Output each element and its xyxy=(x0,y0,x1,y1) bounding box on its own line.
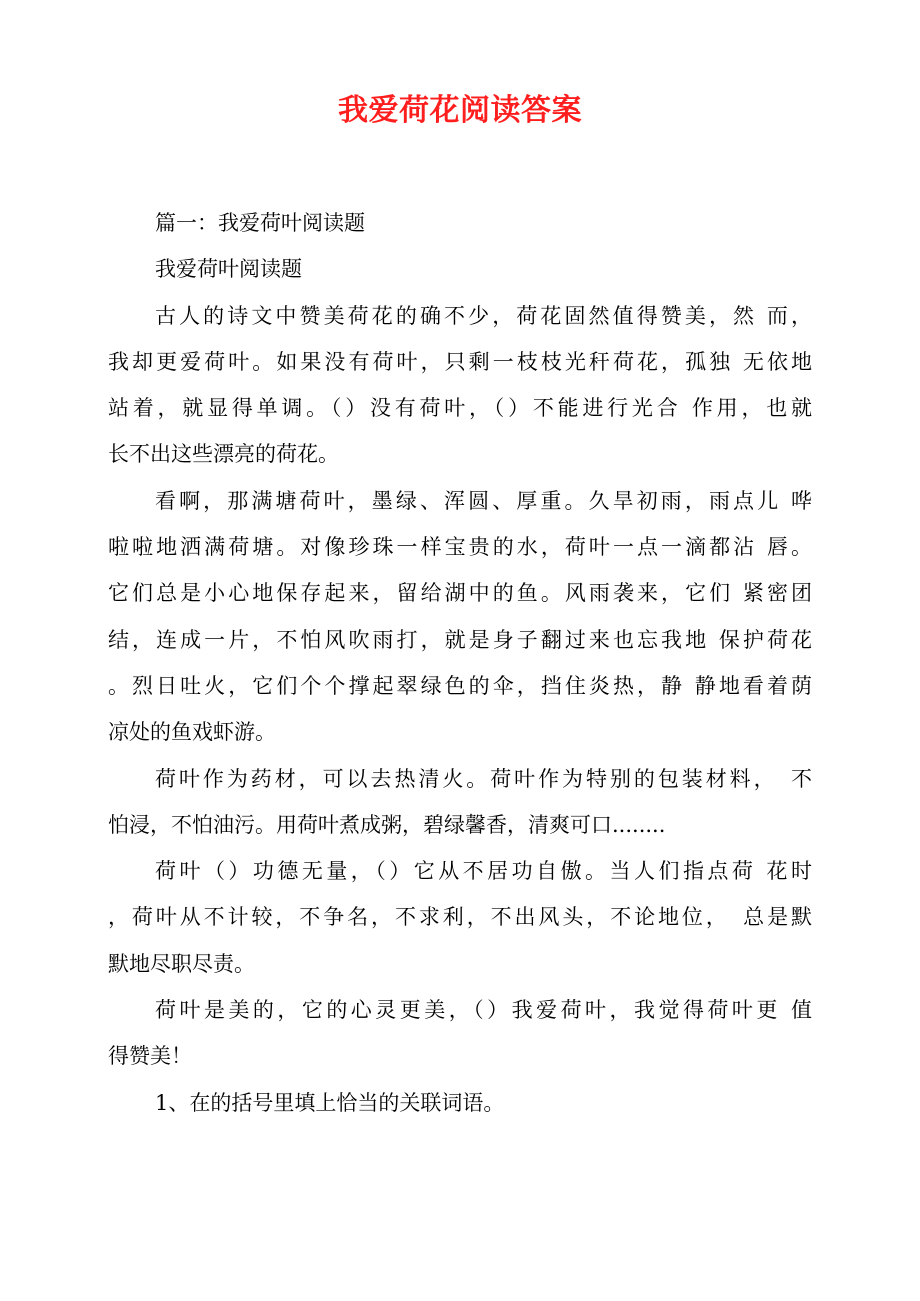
section-heading: 篇一：我爱荷叶阅读题 xyxy=(155,211,365,235)
question-1: 1、在的括号里填上恰当的关联词语。 xyxy=(155,1090,505,1115)
paragraph-2-line-4: 结，连成一片，不怕风吹雨打，就是身子翻过来也忘我地 保护荷花 xyxy=(108,627,812,652)
paragraph-2-line-5: 。烈日吐火，它们个个撑起翠绿色的伞，挡住炎热，静 静地看着荫 xyxy=(108,673,812,698)
article-title: 我爱荷叶阅读题 xyxy=(155,257,302,282)
paragraph-4-line-3: 默地尽职尽责。 xyxy=(108,951,255,976)
paragraph-5-line-2: 得赞美！ xyxy=(108,1044,192,1069)
paragraph-2-line-6: 凉处的鱼戏虾游。 xyxy=(108,720,276,745)
document-body xyxy=(108,200,812,1126)
paragraph-4-line-1: 荷叶（）功德无量，（）它从不居功自傲。当人们指点荷 花时 xyxy=(155,859,812,884)
paragraph-5-line-1: 荷叶是美的，它的心灵更美，（）我爱荷叶，我觉得荷叶更 值 xyxy=(155,998,812,1023)
paragraph-1-line-2: 我却更爱荷叶。如果没有荷叶，只剩一枝枝光秆荷花，孤独 无依地 xyxy=(108,349,812,374)
paragraph-4-line-2: ，荷叶从不计较，不争名，不求利，不出风头，不论地位， 总是默 xyxy=(108,905,812,930)
paragraph-1-line-4: 长不出这些漂亮的荷花。 xyxy=(108,442,339,467)
paragraph-2-line-1: 看啊，那满塘荷叶，墨绿、浑圆、厚重。久旱初雨，雨点儿 哗 xyxy=(155,488,812,513)
paragraph-2-line-2: 啦啦地洒满荷塘。对像珍珠一样宝贵的水，荷叶一点一滴都沾 唇。 xyxy=(108,535,812,560)
document-title: 我爱荷花阅读答案 xyxy=(338,93,582,128)
paragraph-2-line-3: 它们总是小心地保存起来，留给湖中的鱼。风雨袭来，它们 紧密团 xyxy=(108,581,812,606)
paragraph-3-line-2: 怕浸，不怕油污。用荷叶煮成粥，碧绿馨香，清爽可口........ xyxy=(108,812,666,837)
paragraph-3-line-1: 荷叶作为药材，可以去热清火。荷叶作为特别的包装材料， 不 xyxy=(155,766,812,791)
paragraph-1-line-1: 古人的诗文中赞美荷花的确不少，荷花固然值得赞美，然 而， xyxy=(155,303,812,328)
paragraph-1-line-3: 站着，就显得单调。（）没有荷叶，（）不能进行光合 作用，也就 xyxy=(108,396,812,421)
